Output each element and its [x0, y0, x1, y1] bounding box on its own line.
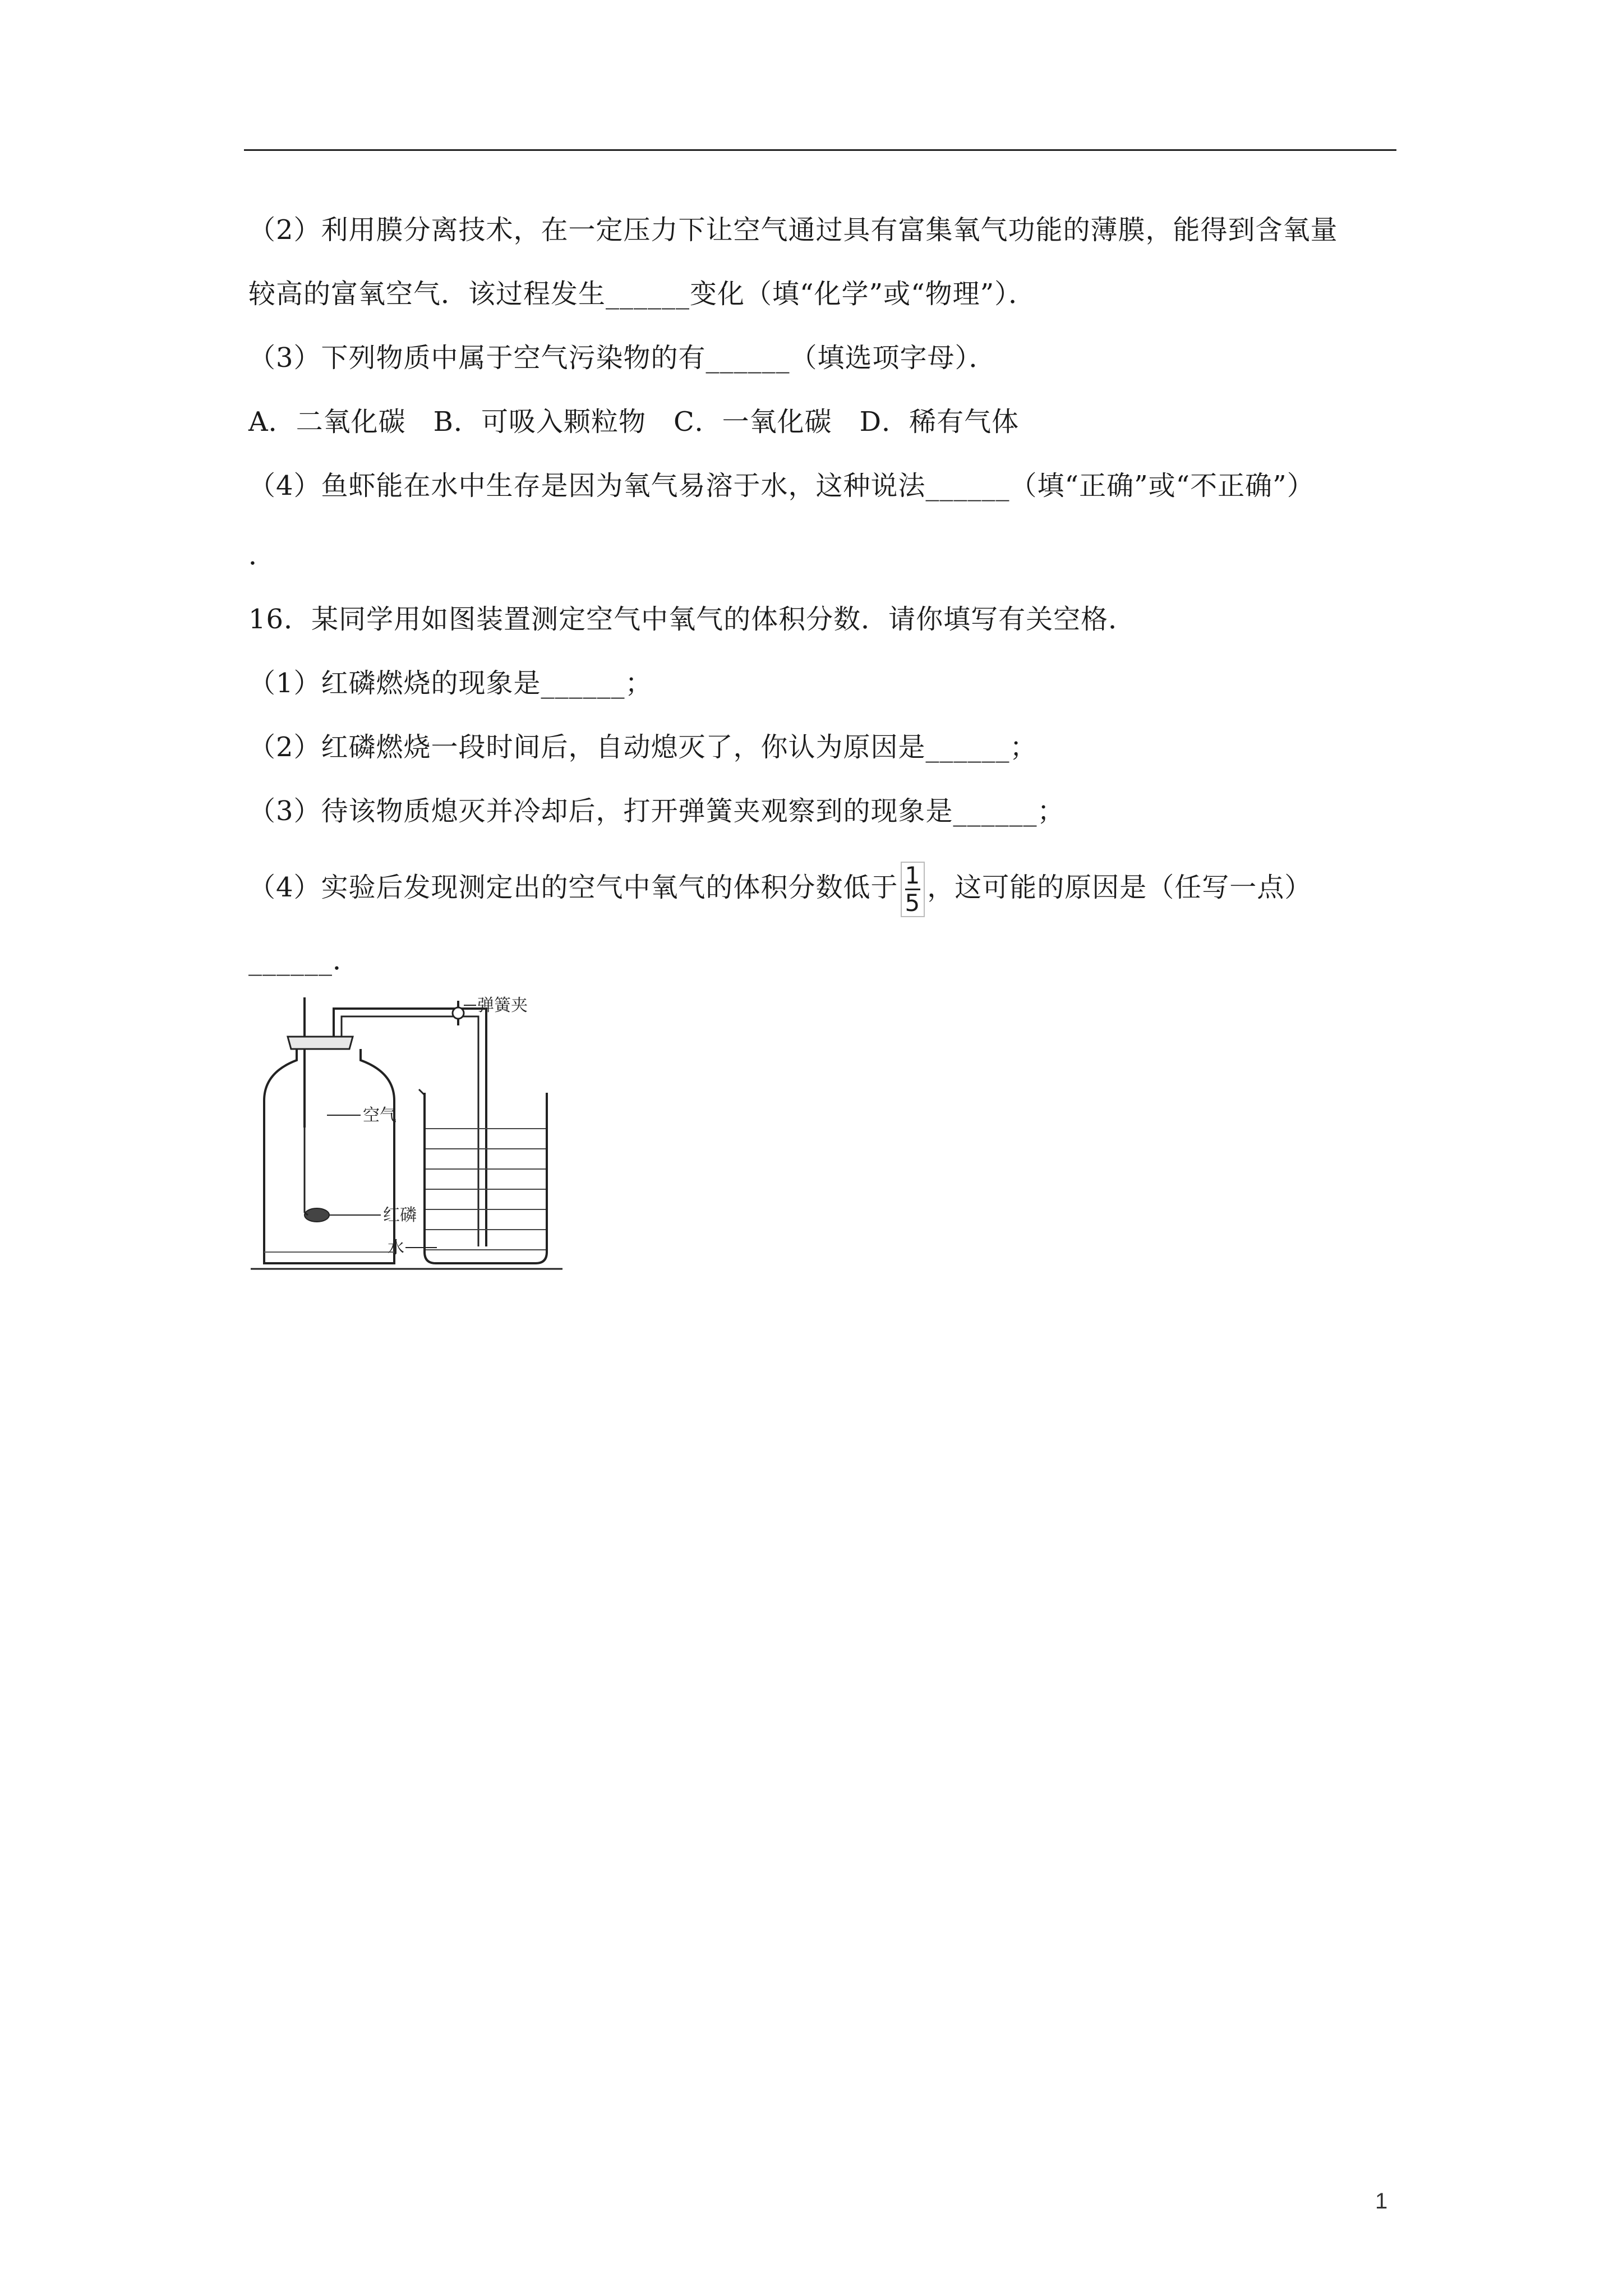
gas-jar [264, 1049, 394, 1263]
q16-4-prefix: （4）实验后发现测定出的空气中氧气的体积分数低于 [248, 872, 898, 903]
text-line-q15-2b: 较高的富氧空气．该过程发生______变化（填“化学”或“物理”）． [248, 278, 1036, 310]
text-line-q15-4: （4）鱼虾能在水中生存是因为氧气易溶于水，这种说法______（填“正确”或“不正确”） [248, 470, 1315, 501]
label-red-phosphorus: 红磷 [383, 1205, 417, 1225]
fraction-one-fifth [901, 862, 925, 917]
header-rule [244, 149, 1396, 151]
text-line-q16-3: （3）待该物质熄灭并冷却后，打开弹簧夹观察到的现象是______； [248, 795, 1065, 827]
text-line-q16-stem: 16．某同学用如图装置测定空气中氧气的体积分数．请你填写有关空格． [248, 604, 1136, 635]
text-line-q15-4-end: ． [248, 540, 276, 571]
text-line-q15-2a: （2）利用膜分离技术，在一定压力下让空气通过具有富集氧气功能的薄膜，能得到含氧量 [248, 214, 1338, 246]
text-line-q16-2: （2）红磷燃烧一段时间后，自动熄灭了，你认为原因是______； [248, 731, 1038, 763]
text-line-q15-3-options: A．二氧化碳 B．可吸入颗粒物 C．一氧化碳 D．稀有气体 [248, 406, 1020, 438]
q16-4-suffix: ，这可能的原因是（任写一点） [927, 872, 1312, 903]
apparatus-figure [248, 988, 565, 1276]
label-air: 空气 [363, 1106, 396, 1125]
stopper [288, 1037, 353, 1049]
text-line-q15-3: （3）下列物质中属于空气污染物的有______（填选项字母）． [248, 342, 997, 374]
combustion-spoon [305, 1208, 329, 1222]
text-line-q16-4-blank: ______． [248, 945, 361, 976]
text-line-q16-1: （1）红磷燃烧的现象是______； [248, 668, 653, 699]
spring-clamp [453, 1001, 476, 1025]
fraction-denominator: 5 [905, 889, 921, 917]
fraction-numerator: 1 [905, 862, 921, 889]
page-number: 1 [1375, 2189, 1388, 2214]
label-spring-clamp: 弹簧夹 [477, 996, 528, 1015]
text-line-q16-4 [248, 862, 1312, 917]
label-water: 水 [388, 1238, 404, 1258]
